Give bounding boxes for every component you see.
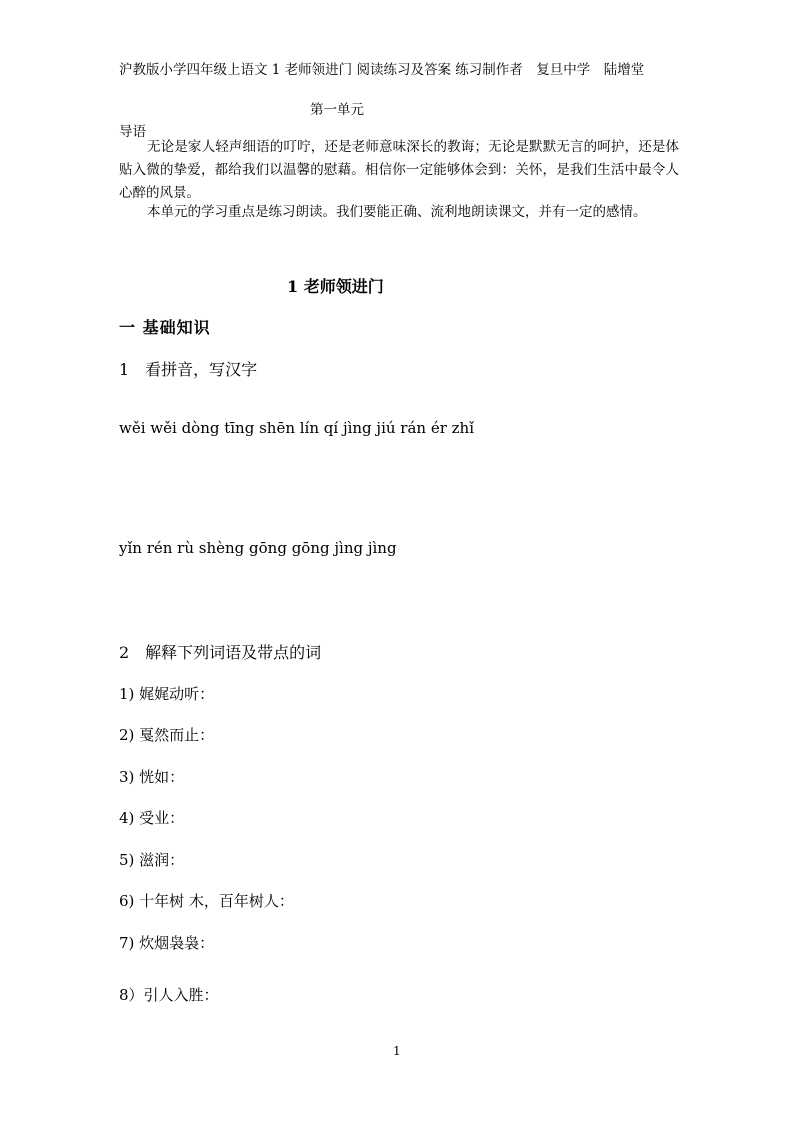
guide-label: 导语 <box>119 124 146 140</box>
vocab-item: 7) 炊烟袅袅： <box>119 934 215 952</box>
section-title: 一 基础知识 <box>119 318 211 337</box>
pinyin-line-1: wěi wěi dòng tīng shēn lín qí jìng jiú rán ér zhǐ <box>119 419 475 437</box>
guide-paragraph-2: 本单元的学习重点是练习朗读。我们要能正确、流利地朗读课文，并有一定的感情。 <box>147 204 647 220</box>
vocab-item: 1) 娓娓动听： <box>119 685 215 703</box>
pinyin-line-2: yǐn rén rù shèng gōng gōng jìng jìng <box>119 539 397 557</box>
question-2-title: 2 解释下列词语及带点的词 <box>119 643 322 662</box>
vocab-item: 2) 戛然而止： <box>119 726 215 744</box>
vocab-item: 6) 十年树 木，百年树人： <box>119 892 294 910</box>
vocab-item: 8）引人入胜： <box>119 986 219 1004</box>
vocab-item: 4) 受业： <box>119 809 185 827</box>
question-1-title: 1 看拼音，写汉字 <box>119 360 258 379</box>
vocab-item: 3) 恍如： <box>119 768 185 786</box>
page-header: 沪教版小学四年级上语文 1 老师领进门 阅读练习及答案 练习制作者 复旦中学 陆增堂 <box>119 62 645 78</box>
unit-title: 第一单元 <box>310 102 364 118</box>
vocab-item: 5) 滋润： <box>119 851 185 869</box>
guide-paragraph-1: 无论是家人轻声细语的叮咛，还是老师意味深长的教诲；无论是默默无言的呵护，还是体贴入微的挚爱，都给我们以温馨的慰藉。相信你一定能够体会到：关怀，是我们生活中最令人心醉的风景。 <box>119 139 679 201</box>
page-number: 1 <box>393 1044 401 1058</box>
lesson-title: 1 老师领进门 <box>287 277 384 296</box>
